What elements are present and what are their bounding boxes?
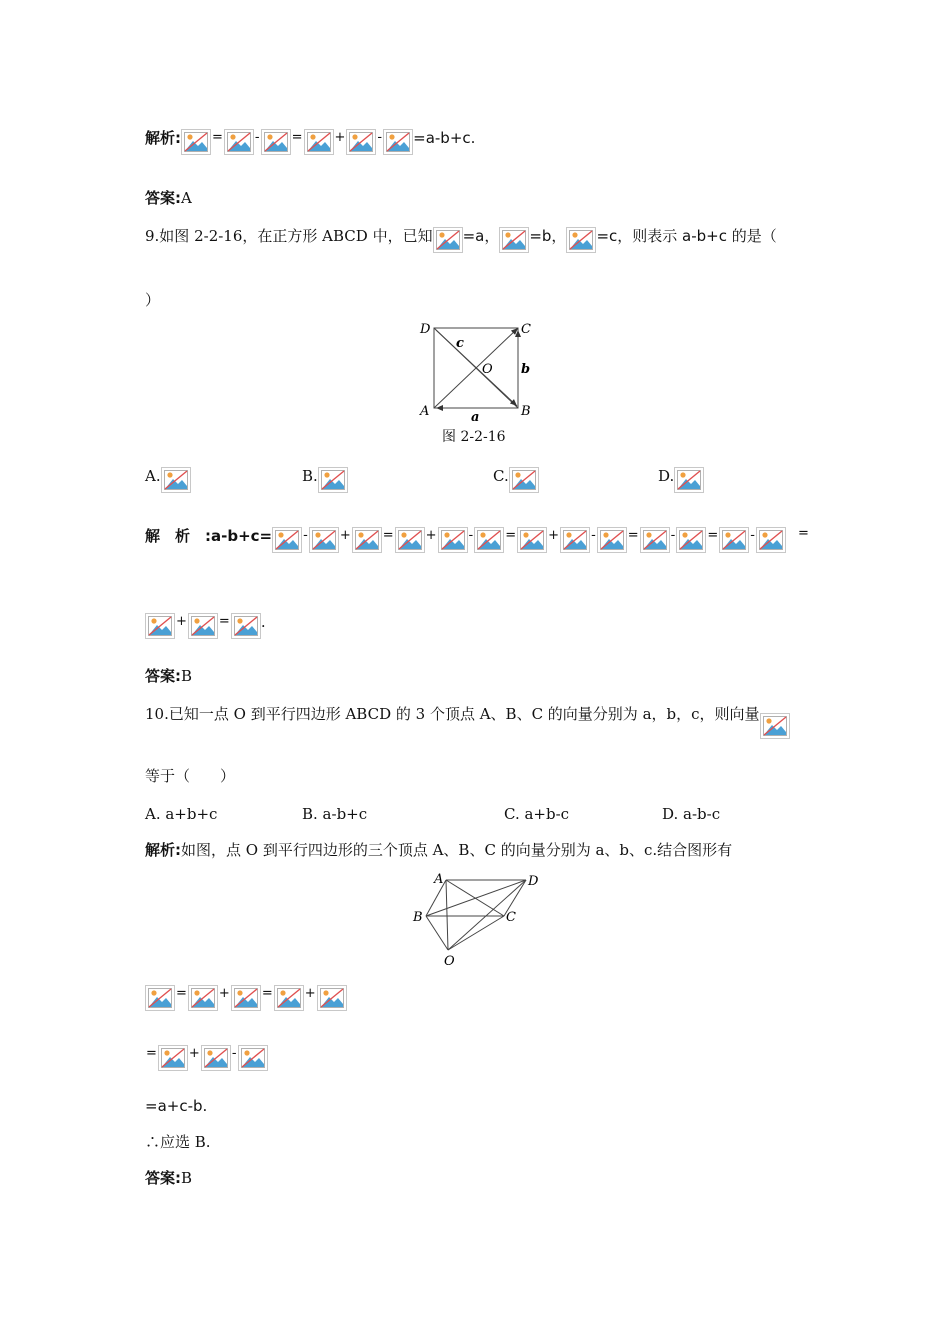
image-placeholder-icon xyxy=(261,129,291,155)
image-placeholder-icon xyxy=(188,985,218,1011)
question-9-prefix: 9.如图 2-2-16，在正方形 ABCD 中，已知 xyxy=(145,227,433,245)
image-placeholder-icon xyxy=(560,527,590,553)
label-B: B xyxy=(413,910,423,925)
image-placeholder-icon xyxy=(433,227,463,253)
solution-10 xyxy=(145,840,732,860)
solution-10-text: 如图，点 O 到平行四边形的三个顶点 A、B、C 的向量分别为 a、b、c.结合图形有 xyxy=(181,841,733,859)
image-placeholder-icon xyxy=(517,527,547,553)
figure-square-abcd xyxy=(410,316,540,426)
answer-8 xyxy=(145,188,192,208)
question-10-prefix: 10.已知一点 O 到平行四边形 ABCD 的 3 个顶点 A、B、C 的向量分别为 a，b，c，则向量 xyxy=(145,705,760,723)
image-placeholder-icon xyxy=(238,1045,268,1071)
solution-10-line1: = + = + xyxy=(145,984,347,1011)
image-placeholder-icon xyxy=(676,527,706,553)
image-placeholder-icon xyxy=(272,527,302,553)
image-placeholder-icon xyxy=(145,613,175,639)
question-9-close: ） xyxy=(145,291,161,309)
image-placeholder-icon xyxy=(231,613,261,639)
image-placeholder-icon xyxy=(438,527,468,553)
answer-value: B xyxy=(181,1169,193,1187)
option-10-b: B. a-b+c xyxy=(302,805,368,823)
label-D: D xyxy=(528,874,539,889)
label-A: A xyxy=(420,404,430,419)
solution-9: 解 析 :a-b+c= - + = + - = + - = - = - xyxy=(145,526,786,553)
answer-value: A xyxy=(181,189,192,207)
option-c: C. xyxy=(493,466,539,493)
solution-label: 解 析 :a-b+c= xyxy=(145,527,273,545)
label-C: C xyxy=(521,322,531,337)
image-placeholder-icon xyxy=(566,227,596,253)
label-a: a xyxy=(471,410,480,425)
solution-9-eq: = xyxy=(798,526,809,541)
answer-value: B xyxy=(181,667,193,685)
answer-label: 答案: xyxy=(145,189,181,207)
option-10-c: C. a+b-c xyxy=(504,805,570,823)
image-placeholder-icon xyxy=(640,527,670,553)
image-placeholder-icon xyxy=(352,527,382,553)
image-placeholder-icon xyxy=(597,527,627,553)
option-d: D. xyxy=(658,466,704,493)
question-9-eq-b: =b， xyxy=(529,227,567,245)
image-placeholder-icon xyxy=(719,527,749,553)
image-placeholder-icon xyxy=(317,985,347,1011)
answer-9 xyxy=(145,666,192,686)
image-placeholder-icon xyxy=(145,985,175,1011)
image-placeholder-icon xyxy=(395,527,425,553)
image-placeholder-icon xyxy=(674,467,704,493)
image-placeholder-icon xyxy=(181,129,211,155)
solution-10-line2: = + - xyxy=(145,1044,268,1071)
label-O: O xyxy=(482,362,493,377)
solution-9-line2: + = . xyxy=(145,612,266,639)
label-C: C xyxy=(506,910,516,925)
option-10-a: A. a+b+c xyxy=(145,805,218,823)
label-D: D xyxy=(420,322,431,337)
image-placeholder-icon xyxy=(161,467,191,493)
label-O: O xyxy=(444,954,455,969)
question-9 xyxy=(145,226,777,253)
image-placeholder-icon xyxy=(309,527,339,553)
question-10 xyxy=(145,704,790,739)
solution-10-line3: =a+c-b. xyxy=(145,1097,208,1115)
image-placeholder-icon xyxy=(201,1045,231,1071)
option-10-d: D. a-b-c xyxy=(662,805,721,823)
image-placeholder-icon xyxy=(304,129,334,155)
solution-label: 解析: xyxy=(145,841,181,859)
solution-tail: =a-b+c. xyxy=(413,129,476,147)
image-placeholder-icon xyxy=(231,985,261,1011)
label-b: b xyxy=(521,362,531,377)
question-10-suffix: 等于（ ） xyxy=(145,767,236,785)
answer-label: 答案: xyxy=(145,667,181,685)
image-placeholder-icon xyxy=(383,129,413,155)
image-placeholder-icon xyxy=(499,227,529,253)
option-b: B. xyxy=(302,466,348,493)
question-9-eq-c: =c，则表示 a-b+c 的是（ xyxy=(596,227,777,245)
figure-caption: 图 2-2-16 xyxy=(442,429,506,445)
answer-label: 答案: xyxy=(145,1169,181,1187)
image-placeholder-icon xyxy=(188,613,218,639)
image-placeholder-icon xyxy=(509,467,539,493)
image-placeholder-icon xyxy=(474,527,504,553)
image-placeholder-icon xyxy=(274,985,304,1011)
label-A: A xyxy=(434,872,444,887)
figure-parallelogram xyxy=(408,866,548,970)
image-placeholder-icon xyxy=(346,129,376,155)
image-placeholder-icon xyxy=(158,1045,188,1071)
solution-10-line4: ∴应选 B. xyxy=(145,1133,211,1151)
image-placeholder-icon xyxy=(318,467,348,493)
label-c: c xyxy=(456,336,464,351)
question-9-eq-a: =a， xyxy=(462,227,500,245)
option-a: A. xyxy=(145,466,191,493)
image-placeholder-icon xyxy=(756,527,786,553)
solution-8: 解析: = - = + - =a-b+c. xyxy=(145,128,475,155)
solution-label: 解析: xyxy=(145,129,181,147)
image-placeholder-icon xyxy=(760,713,790,739)
answer-10 xyxy=(145,1168,192,1188)
image-placeholder-icon xyxy=(224,129,254,155)
label-B: B xyxy=(521,404,531,419)
